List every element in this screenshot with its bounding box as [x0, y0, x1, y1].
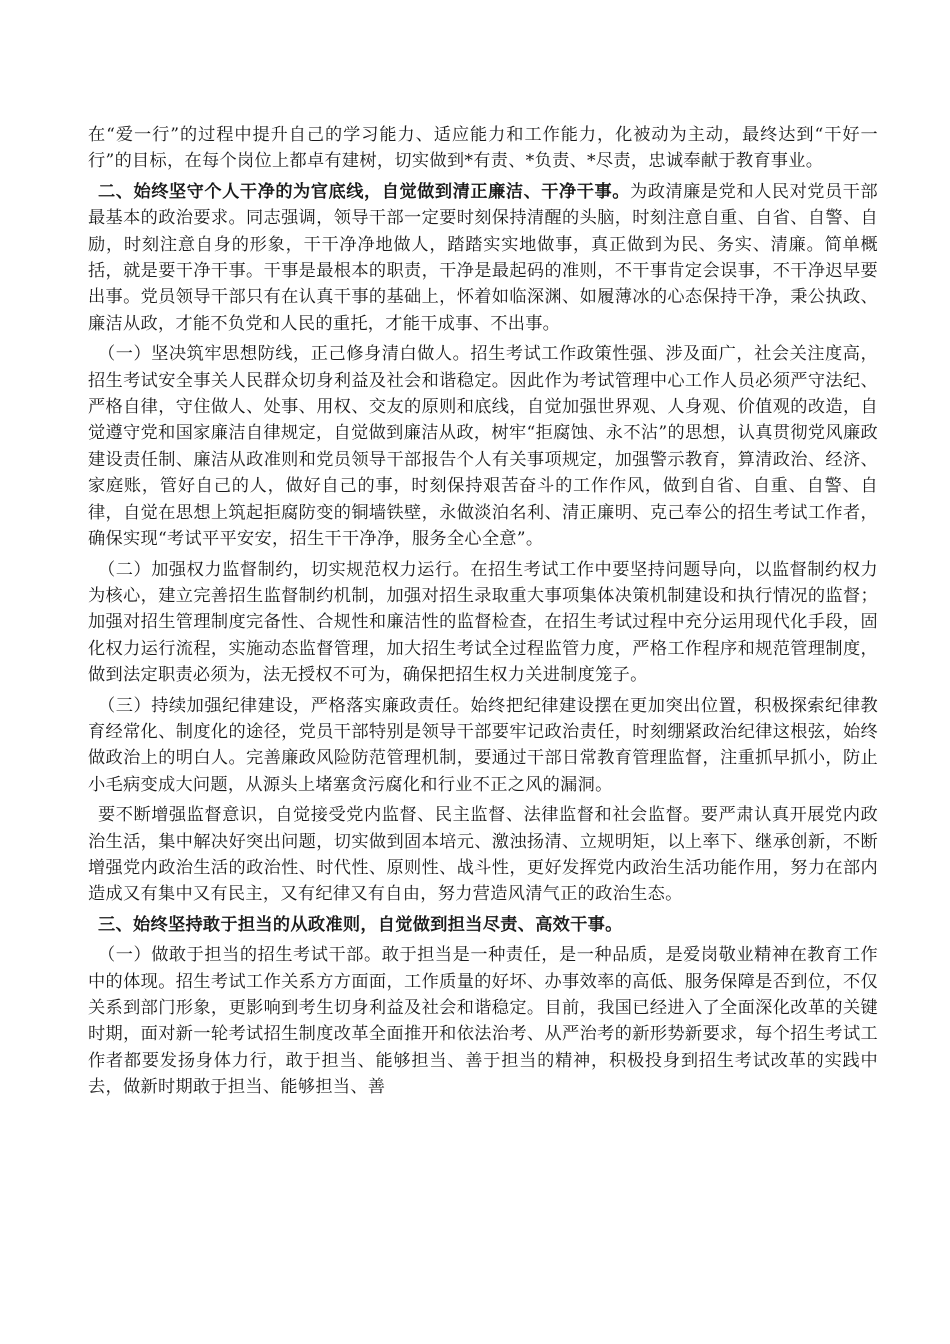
paragraph-1-text: 在“爱一行”的过程中提升自己的学习能力、适应能力和工作能力，化被动为主动，最终达到“干好一行”的目标，在每个岗位上都卓有建树，切实做到*有责、*负责、*尽责，忠诚奉献于教育事业。: [88, 125, 878, 172]
section-2-text: 为政清廉是党和人民对党员干部最基本的政治要求。同志强调，领导干部一定要时刻保持清醒的头脑，时刻注意自重、自省、自警、自励，时刻注意自身的形象，干干净净地做人，踏踏实实地做事，真正做到为民、务实、清廉。简单概括，就是要干净干事。干事是最根本的职责，干净是最起码的准则，不干事肯定会误事，不干净迟早要出事。党员领导干部只有在认真干事的基础上，怀着如临深渊、如履薄冰的心态保持干净，秉公执政、廉洁从政，才能不负党和人民的重托，才能干成事、不出事。: [88, 181, 878, 334]
paragraph-2-3-text: （三）持续加强纪律建设，严格落实廉政责任。始终把纪律建设摆在更加突出位置，积极探索纪律教育经常化、制度化的途径，党员干部特别是领导干部要牢记政治责任，时刻绷紧政治纪律这根弦，始终做政治上的明白人。完善廉政风险防范管理机制，要通过干部日常教育管理监督，注重抓早抓小，防止小毛病变成大问题，从源头上堵塞贪污腐化和行业不正之风的漏洞。: [88, 695, 878, 795]
section-2-heading: 二、始终坚守个人干净的为官底线，自觉做到清正廉洁、干净干事。: [98, 181, 630, 202]
section-3-heading: 三、始终坚持敢于担当的从政准则，自觉做到担当尽责、高效干事。: [98, 914, 623, 935]
paragraph-2-3: [88, 693, 878, 799]
paragraph-1: [88, 122, 878, 175]
paragraph-3-1: [88, 942, 878, 1100]
section-2-paragraph: [88, 179, 878, 337]
paragraph-2-2-text: （二）加强权力监督制约，切实规范权力运行。在招生考试工作中要坚持问题导向，以监督制约权力为核心，建立完善招生监督制约机制，加强对招生录取重大事项集体决策机制建设和执行情况的监督；加强对招生管理制度完备性、合规性和廉洁性的监督检查，在招生考试过程中充分运用现代化手段，固化权力运行流程，实施动态监督管理，加大招生考试全过程监管力度，严格工作程序和规范管理制度，做到法定职责必须为，法无授权不可为，确保把招生权力关进制度笼子。: [88, 559, 878, 686]
paragraph-2-4: [88, 802, 878, 908]
section-3-paragraph: [88, 912, 878, 938]
paragraph-2-2: [88, 557, 878, 689]
paragraph-3-1-text: （一）做敢于担当的招生考试干部。敢于担当是一种责任，是一种品质，是爱岗敬业精神在教育工作中的体现。招生考试工作关系方方面面，工作质量的好坏、办事效率的高低、服务保障是否到位，不仅关系到部门形象，更影响到考生切身利益及社会和谐稳定。目前，我国已经进入了全面深化改革的关键时期，面对新一轮考试招生制度改革全面推开和依法治考、从严治考的新形势新要求，每个招生考试工作者都要发扬身体力行，敢于担当、能够担当、善于担当的精神，积极投身到招生考试改革的实践中去，做新时期敢于担当、能够担当、善: [88, 945, 878, 1098]
paragraph-2-1-text: （一）坚决筑牢思想防线，正己修身清白做人。招生考试工作政策性强、涉及面广，社会关注度高，招生考试安全事关人民群众切身利益及社会和谐稳定。因此作为考试管理中心工作人员必须严守法纪、严格自律，守住做人、处事、用权、交友的原则和底线，自觉加强世界观、人身观、价值观的改造，自觉遵守党和国家廉洁自律规定，自觉做到廉洁从政，树牢“拒腐蚀、永不沾”的思想，认真贯彻党风廉政建设责任制、廉洁从政准则和党员领导干部报告个人有关事项规定，加强警示教育，算清政治、经济、家庭账，管好自己的人，做好自己的事，时刻保持艰苦奋斗的工作作风，做到自省、自重、自警、自律，自觉在思想上筑起拒腐防变的铜墙铁壁，永做淡泊名利、清正廉明、克己奉公的招生考试工作者，确保实现“考试平平安安，招生干干净净，服务全心全意”。: [88, 344, 878, 550]
document-page: [88, 122, 878, 1105]
paragraph-2-4-text: 要不断增强监督意识，自觉接受党内监督、民主监督、法律监督和社会监督。要严肃认真开展党内政治生活，集中解决好突出问题，切实做到固本培元、激浊扬清、立规明矩，以上率下、继承创新，不断增强党内政治生活的政治性、时代性、原则性、战斗性，更好发挥党内政治生活功能作用，努力在部内造成又有集中又有民主，又有纪律又有自由，努力营造风清气正的政治生态。: [88, 805, 878, 905]
paragraph-2-1: [88, 341, 878, 552]
